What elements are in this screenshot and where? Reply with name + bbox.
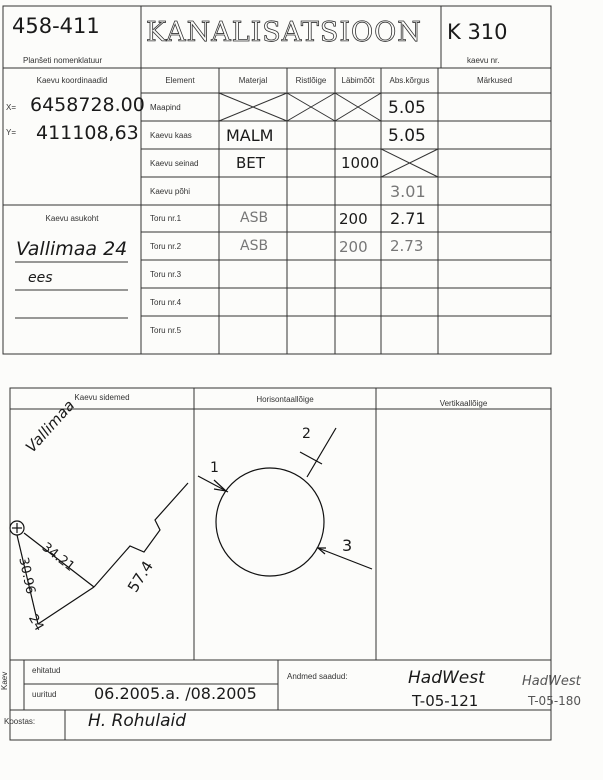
dimension-label: 30.96 xyxy=(15,556,38,596)
dimension-label: 34.21 xyxy=(38,540,78,575)
location-label: Kaevu asukoht xyxy=(45,214,99,223)
well-number-label: kaevu nr. xyxy=(467,56,500,65)
coords-label: Kaevu koordinaadid xyxy=(36,76,108,85)
row-element: Kaevu seinad xyxy=(150,159,199,168)
diameter-value: 200 xyxy=(339,210,368,228)
panel-horizontal-label: Horisontaallõige xyxy=(256,395,314,404)
site-sketch xyxy=(10,483,188,624)
row-element: Toru nr.1 xyxy=(150,214,182,223)
height-value: 5.05 xyxy=(388,98,426,118)
x-coordinate: 6458728.00 xyxy=(30,94,145,116)
built-label: ehitatud xyxy=(32,666,61,675)
nomenclature-label: Planšeti nomenklatuur xyxy=(23,56,103,65)
row-element: Toru nr.2 xyxy=(150,242,182,251)
pipe-number: 3 xyxy=(342,536,353,555)
side-label: Kaev xyxy=(0,671,9,690)
location-extra: ees xyxy=(28,270,53,286)
material-value: MALM xyxy=(226,126,274,145)
row-element: Toru nr.5 xyxy=(150,326,182,335)
data-code-2: T-05-180 xyxy=(528,694,582,708)
x-label: X= xyxy=(6,103,17,112)
compiler-label: Koostas: xyxy=(4,717,36,726)
row-element: Toru nr.3 xyxy=(150,270,182,279)
dimension-label: 24 xyxy=(25,612,47,634)
well-number: K 310 xyxy=(447,20,508,44)
row-element: Kaevu põhi xyxy=(150,187,191,196)
surveyed-label: uuritud xyxy=(32,690,57,699)
y-label: Y= xyxy=(6,128,17,137)
row-element: Kaevu kaas xyxy=(150,131,192,140)
col-remarks: Märkused xyxy=(476,76,513,85)
pipe-number: 2 xyxy=(302,426,311,442)
col-cross-section: Ristlõige xyxy=(295,76,327,85)
dimension-label: 57.4 xyxy=(124,557,157,596)
street-label: Vallimaa xyxy=(22,396,79,457)
material-value: BET xyxy=(236,154,265,172)
height-value: 5.05 xyxy=(388,126,426,146)
data-code: T-05-121 xyxy=(412,692,479,710)
diameter-value: 200 xyxy=(339,238,368,256)
height-value: 2.71 xyxy=(390,209,426,228)
material-value: ASB xyxy=(240,238,269,254)
height-value: 2.73 xyxy=(390,237,424,255)
col-abs-height: Abs.kõrgus xyxy=(389,76,430,85)
col-diameter: Läbimõõt xyxy=(341,76,375,85)
height-value: 3.01 xyxy=(390,182,426,201)
compiler-name: H. Rohulaid xyxy=(88,711,187,731)
diameter-value: 1000 xyxy=(341,154,380,172)
row-element: Maapind xyxy=(150,103,181,112)
y-coordinate: 411108,63 xyxy=(36,122,139,144)
data-source: HadWest xyxy=(408,668,485,688)
page-title: KANALISATSIOON xyxy=(146,17,422,48)
pipe-number: 1 xyxy=(210,460,219,476)
col-material: Materjal xyxy=(238,76,268,85)
location-address: Vallimaa 24 xyxy=(16,238,128,260)
col-element: Element xyxy=(165,76,195,85)
nomenclature-value: 458-411 xyxy=(12,14,100,38)
panel-connections-label: Kaevu sidemed xyxy=(74,393,130,402)
material-value: ASB xyxy=(240,210,269,226)
panel-vertical-label: Vertikaallõige xyxy=(439,399,488,408)
data-source-label: Andmed saadud: xyxy=(287,672,348,681)
data-source-2: HadWest xyxy=(522,674,581,689)
surveyed-date: 06.2005.a. /08.2005 xyxy=(94,684,257,703)
row-element: Toru nr.4 xyxy=(150,298,182,307)
